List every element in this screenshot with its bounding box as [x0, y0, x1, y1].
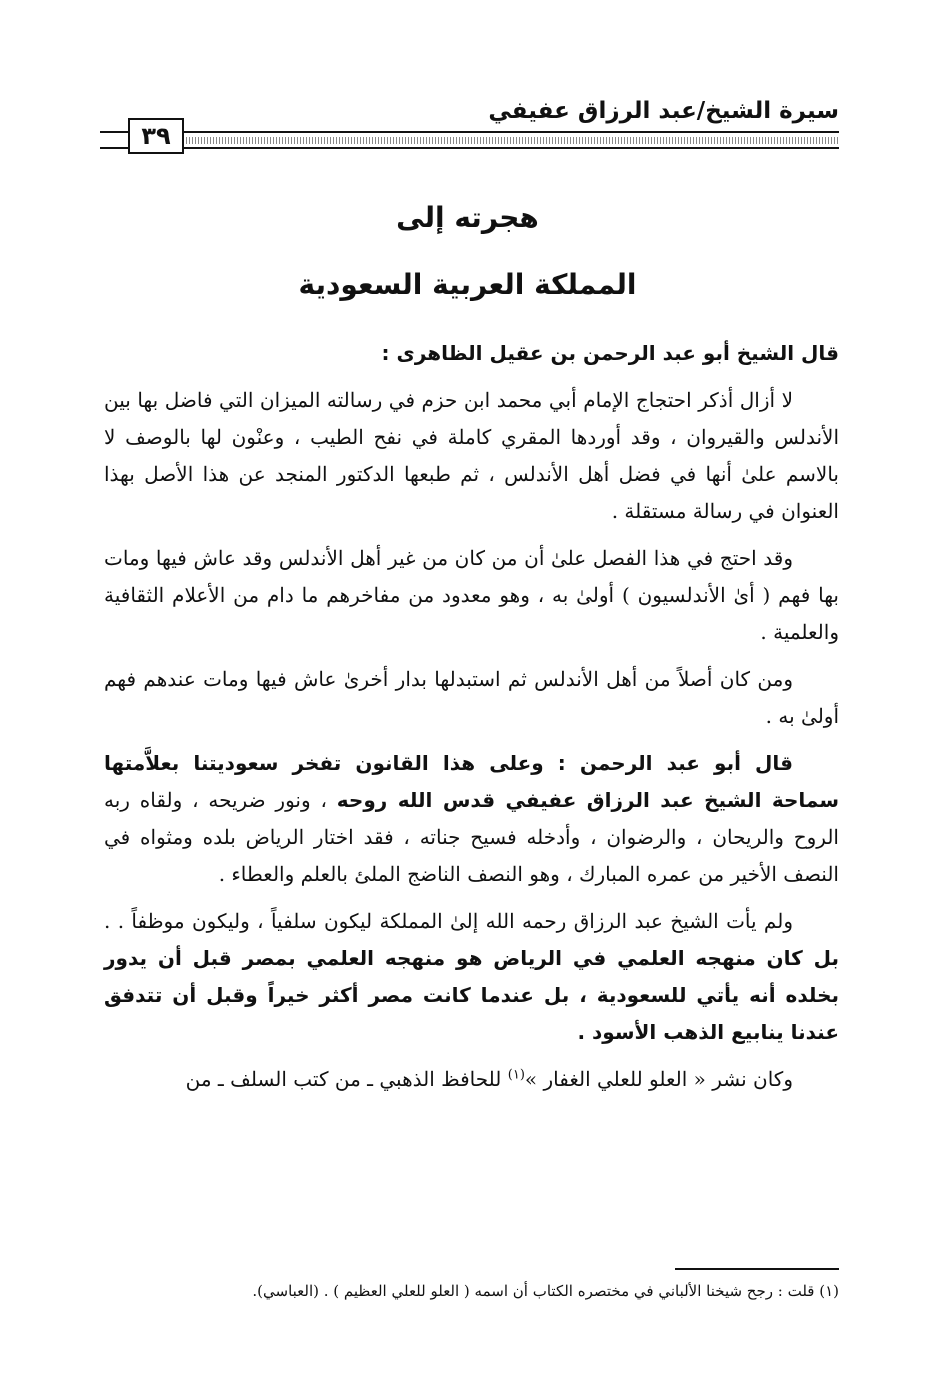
paragraph-2: وقد احتج في هذا الفصل علىٰ أن من كان من غير أهل الأندلس وقد عاش فيها ومات بها فهم ( أىٰ الأندلسيون ) أولىٰ به ، وهو معدود من مفاخرهم ما دام من الأعلام الثقافية والعلمية . — [104, 546, 839, 644]
paragraph-1: لا أزال أذكر احتجاج الإمام أبي محمد ابن حزم في رسالته الميزان التي فاضل بها بين الأندلس والقيروان ، وقد أوردها المقري كاملة في نفح الطيب ، وعنْون لها بالوصف لا بالاسم علىٰ أنها في فضل أهل الأندلس ، ثم طبعها الدكتور المنجد عن هذا الأصل بهذا العنوان في رسالة مستقلة . — [104, 388, 839, 523]
paragraph-4-rest: ، ونور ضريحه ، ولقاه ربه الروح والريحان ، والرضوان ، وأدخله فسيح جناته ، فقد اختار الرياض بلده ومثواه في النصف الأخير من عمره المبارك ، وهو النصف الناضج الملئ بالعلم والعطاء . — [104, 788, 839, 886]
page-number: ٣٩ — [128, 118, 184, 154]
paragraph-3: ومن كان أصلاً من أهل الأندلس ثم استبدلها بدار أخرىٰ عاش فيها ومات عندهم فهم أولىٰ به . — [104, 667, 839, 728]
page-body — [104, 334, 839, 1108]
header-rule-hatch — [186, 137, 839, 144]
paragraph-6-end: للحافظ الذهبي ـ من كتب السلف ـ من — [185, 1067, 502, 1091]
chapter-title-line-2: المملكة العربية السعودية — [298, 268, 637, 301]
running-header-title: سيرة الشيخ/عبد الرزاق عفيفي — [488, 98, 839, 124]
paragraph-6 — [104, 1061, 839, 1098]
footnote-rule — [675, 1268, 839, 1270]
chapter-title-line-1: هجرته إلى — [396, 201, 539, 234]
intro-line: قال الشيخ أبو عبد الرحمن بن عقيل الظاهرى : — [381, 341, 839, 365]
footnote: (١) قلت : رجح شيخنا الألباني في مختصره الكتاب أن اسمه ( العلو للعلي العظيم ) . (العباسي). — [252, 1282, 839, 1300]
paragraph-5 — [104, 903, 839, 1051]
paragraph-4-bold: قال أبو عبد الرحمن : وعلى هذا القانون تفخر سعوديتنا بعلاَّمتها سماحة الشيخ عبد الرزاق عفيفي قدس الله روحه — [104, 751, 839, 812]
paragraph-6-start: وكان نشر « العلو للعلي الغفار » — [524, 1067, 793, 1091]
footnote-marker: (١) — [507, 1067, 525, 1083]
paragraph-5-bold: بل كان منهجه العلمي في الرياض هو منهجه العلمي بمصر قبل أن يدور بخلده أنه يأتي للسعودية ، بل عندما كانت مصر أكثر خيراً وقبل أن تتدفق عندنا ينابيع الذهب الأسود . — [104, 946, 839, 1044]
header-rule-top — [100, 131, 839, 133]
header-rule-bottom — [100, 147, 839, 149]
paragraph-4 — [104, 745, 839, 893]
paragraph-5-plain: ولم يأت الشيخ عبد الرزاق رحمه الله إلىٰ المملكة ليكون سلفياً ، وليكون موظفاً . . — [104, 909, 793, 933]
